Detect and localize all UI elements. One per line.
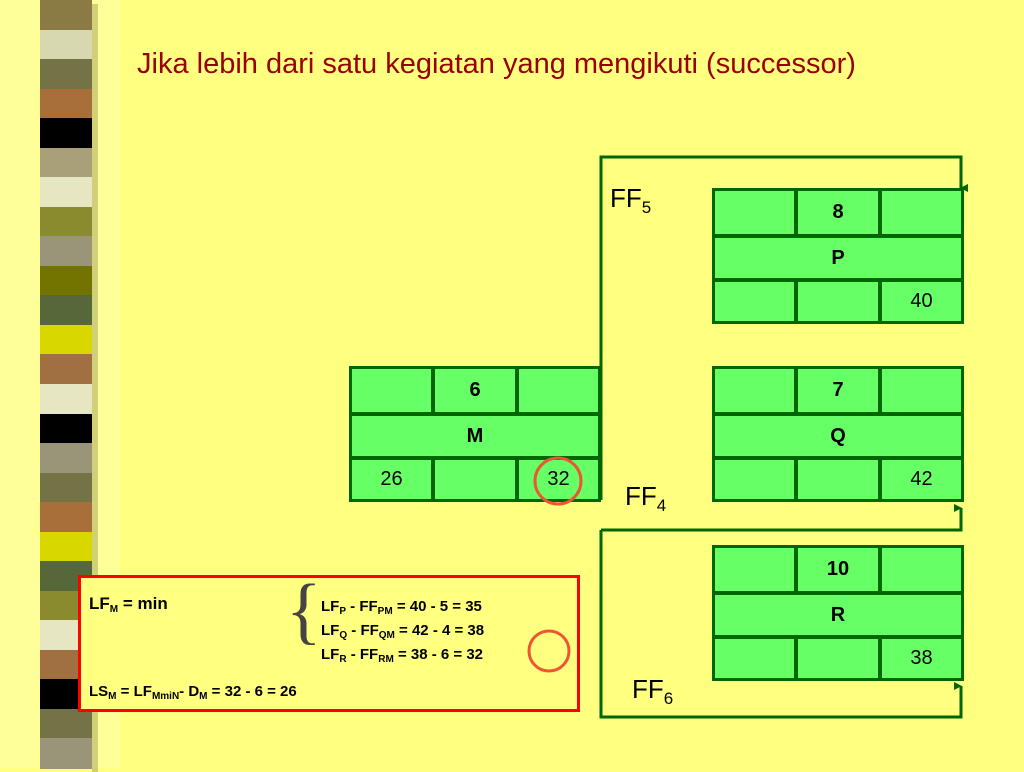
- formula-row-q: $LF_Q - FF_{QM} = 42 - 4 = 38$: [321, 622, 485, 641]
- node-q-duration: 7: [798, 369, 878, 412]
- node-q-name: Q: [715, 416, 961, 456]
- node-r-lf: 38: [882, 639, 961, 678]
- node-m-duration: 6: [435, 369, 515, 412]
- float-label-ff5: $FF_5$: [610, 183, 652, 217]
- node-m-ls: 26: [352, 460, 431, 499]
- node-q-lf: 42: [882, 460, 961, 499]
- float-label-ff4: $FF_4$: [625, 481, 667, 515]
- formula-row-p: $LF_P - FF_{PM} = 40 - 5 = 35$: [321, 598, 482, 617]
- slide-title: Jika lebih dari satu kegiatan yang mengikuti (successor): [137, 48, 856, 80]
- highlight-circle-min-result: [529, 631, 569, 671]
- node-r-duration: 10: [798, 548, 878, 591]
- node-p-name: P: [715, 238, 961, 278]
- formula-ls-line: $LS_M = LF_{MmiN}-$ $D_M = 32 - 6 = 26$: [89, 683, 297, 702]
- node-m-lf: 32: [519, 460, 598, 499]
- curly-brace: {: [286, 570, 322, 652]
- float-label-ff6: $FF_6$: [632, 674, 674, 708]
- node-r-name: R: [715, 595, 961, 635]
- node-m-name: M: [352, 416, 598, 456]
- formula-lf-min: $LF_M = \min$: [89, 594, 168, 615]
- node-p-duration: 8: [798, 191, 878, 234]
- node-p-lf: 40: [882, 282, 961, 321]
- highlight-circle-m-lf: [535, 458, 581, 504]
- formula-row-r: $LF_R - FF_{RM} = 38 - 6 = 32$: [321, 646, 484, 665]
